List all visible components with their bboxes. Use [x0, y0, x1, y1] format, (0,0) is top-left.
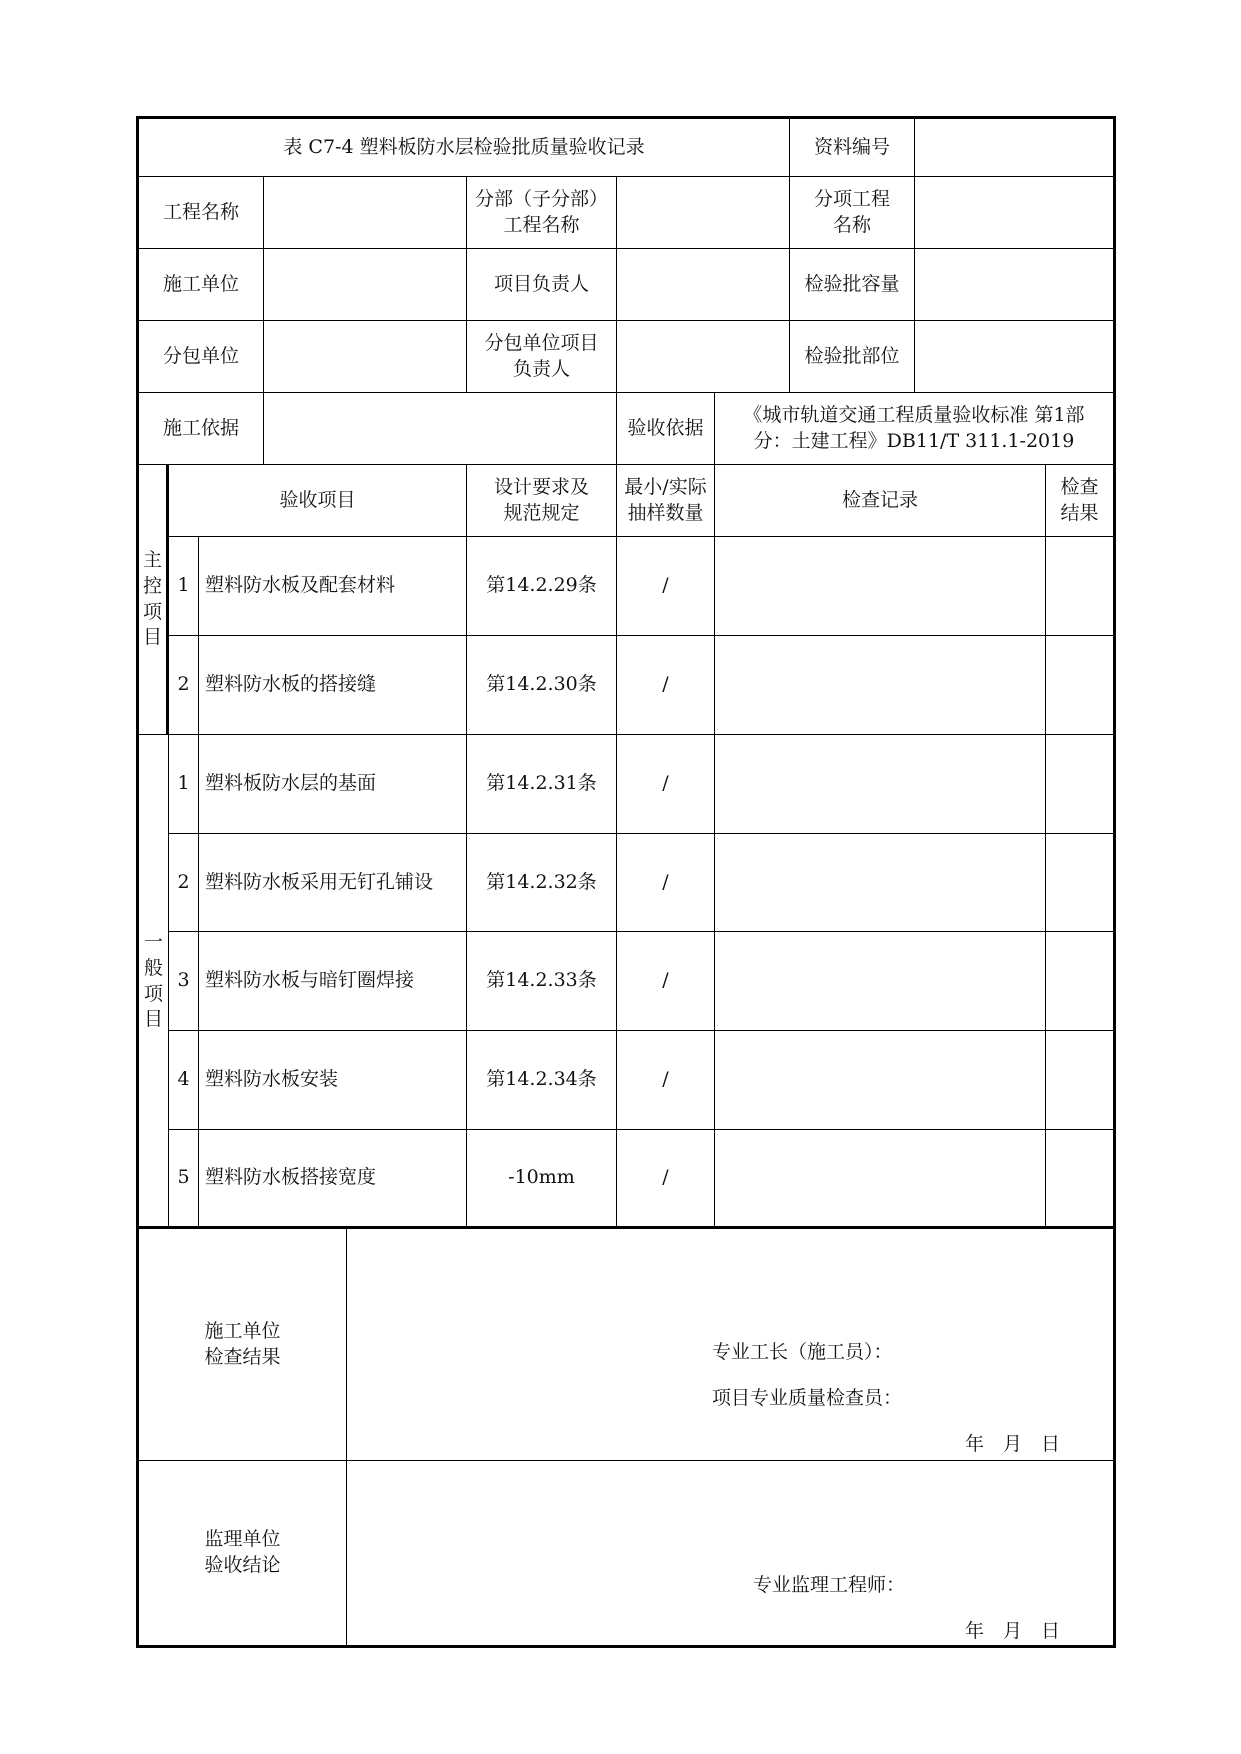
- contractor-label: 施工单位: [139, 249, 264, 321]
- batch-capacity-value[interactable]: [915, 249, 1113, 321]
- header-result: 检查 结果: [1046, 465, 1113, 537]
- table-row-no: 2: [169, 636, 199, 735]
- table-row-record[interactable]: [715, 1031, 1046, 1130]
- table-row-sample: /: [617, 735, 715, 834]
- contractor-value[interactable]: [264, 249, 467, 321]
- subcontractor-label: 分包单位: [139, 321, 264, 393]
- project-name-label: 工程名称: [139, 177, 264, 249]
- header-design: 设计要求及 规范规定: [467, 465, 617, 537]
- batch-location-label: 检验批部位: [790, 321, 915, 393]
- acceptance-basis-value: 《城市轨道交通工程质量验收标准 第1部分：土建工程》DB11/T 311.1-2019: [715, 393, 1113, 465]
- table-row-result[interactable]: [1046, 735, 1113, 834]
- table-row-result[interactable]: [1046, 636, 1113, 735]
- basis-label: 施工依据: [139, 393, 264, 465]
- table-row-record[interactable]: [715, 636, 1046, 735]
- table-row-sample: /: [617, 537, 715, 636]
- general-group-char: 目: [143, 1008, 163, 1031]
- table-row-result[interactable]: [1046, 834, 1113, 932]
- table-row-sample: /: [617, 834, 715, 932]
- table-row-no: 4: [169, 1031, 199, 1130]
- doc-no-value[interactable]: [915, 119, 1113, 177]
- general-group-char: 一: [143, 931, 163, 954]
- construction-date-label: 年 月 日: [965, 1433, 1061, 1455]
- table-row-result[interactable]: [1046, 1130, 1113, 1229]
- supervision-check-label: 监理单位 验收结论: [139, 1461, 347, 1645]
- supervision-date-label: 年 月 日: [965, 1620, 1061, 1642]
- construction-check-label: 施工单位 检查结果: [139, 1229, 347, 1461]
- sub-item-label: 分项工程 名称: [790, 177, 915, 249]
- table-row-name: 塑料板防水层的基面: [199, 735, 467, 834]
- table-row-record[interactable]: [715, 735, 1046, 834]
- table-row-clause: 第14.2.34条: [467, 1031, 617, 1130]
- table-row-clause: -10mm: [467, 1130, 617, 1229]
- acceptance-record-form: [136, 116, 1116, 1648]
- table-row-clause: 第14.2.31条: [467, 735, 617, 834]
- supervision-engineer-signature-label: 专业监理工程师：: [753, 1574, 906, 1596]
- table-row-result[interactable]: [1046, 1031, 1113, 1130]
- table-row-no: 2: [169, 834, 199, 932]
- table-row-no: 5: [169, 1130, 199, 1229]
- general-group-char: 项: [143, 982, 163, 1005]
- subcontractor-value[interactable]: [264, 321, 467, 393]
- table-row-result[interactable]: [1046, 932, 1113, 1031]
- table-row-record[interactable]: [715, 834, 1046, 932]
- table-row-sample: /: [617, 636, 715, 735]
- project-manager-label: 项目负责人: [467, 249, 617, 321]
- main-group-char: 控: [143, 574, 163, 597]
- table-row-no: 1: [169, 735, 199, 834]
- header-item: 验收项目: [169, 465, 467, 537]
- table-row-clause: 第14.2.33条: [467, 932, 617, 1031]
- table-row-record[interactable]: [715, 537, 1046, 636]
- batch-location-value[interactable]: [915, 321, 1113, 393]
- form-title: 表 C7-4 塑料板防水层检验批质量验收记录: [139, 119, 790, 177]
- main-control-group-label: [139, 465, 169, 735]
- project-name-value[interactable]: [264, 177, 467, 249]
- table-row-record[interactable]: [715, 932, 1046, 1031]
- table-row-clause: 第14.2.32条: [467, 834, 617, 932]
- table-row-name: 塑料防水板的搭接缝: [199, 636, 467, 735]
- table-row-result[interactable]: [1046, 537, 1113, 636]
- project-manager-value[interactable]: [617, 249, 790, 321]
- general-group-bottom: [139, 1130, 169, 1229]
- table-row-sample: /: [617, 1130, 715, 1229]
- table-row-sample: /: [617, 932, 715, 1031]
- basis-value[interactable]: [264, 393, 617, 465]
- table-row-name: 塑料防水板搭接宽度: [199, 1130, 467, 1229]
- table-row-name: 塑料防水板采用无钉孔铺设: [199, 834, 467, 932]
- general-group-char: 般: [143, 956, 163, 979]
- batch-capacity-label: 检验批容量: [790, 249, 915, 321]
- table-row-record[interactable]: [715, 1130, 1046, 1229]
- header-record: 检查记录: [715, 465, 1046, 537]
- acceptance-basis-label: 验收依据: [617, 393, 715, 465]
- table-row-clause: 第14.2.30条: [467, 636, 617, 735]
- sub-division-label: 分部（子分部） 工程名称: [467, 177, 617, 249]
- sub-division-value[interactable]: [617, 177, 790, 249]
- sub-item-value[interactable]: [915, 177, 1113, 249]
- table-row-name: 塑料防水板与暗钉圈焊接: [199, 932, 467, 1031]
- main-group-char: 项: [143, 600, 163, 623]
- table-row-name: 塑料防水板安装: [199, 1031, 467, 1130]
- foreman-signature-label: 专业工长（施工员）：: [712, 1341, 893, 1363]
- table-row-no: 3: [169, 932, 199, 1031]
- sub-manager-label: 分包单位项目 负责人: [467, 321, 617, 393]
- doc-no-label: 资料编号: [790, 119, 915, 177]
- table-row-name: 塑料防水板及配套材料: [199, 537, 467, 636]
- table-row-sample: /: [617, 1031, 715, 1130]
- table-row-no: 1: [169, 537, 199, 636]
- sub-manager-value[interactable]: [617, 321, 790, 393]
- main-group-char: 目: [143, 626, 163, 649]
- table-row-clause: 第14.2.29条: [467, 537, 617, 636]
- quality-inspector-signature-label: 项目专业质量检查员：: [712, 1387, 903, 1409]
- header-sample: 最小/实际 抽样数量: [617, 465, 715, 537]
- main-group-char: 主: [143, 549, 163, 572]
